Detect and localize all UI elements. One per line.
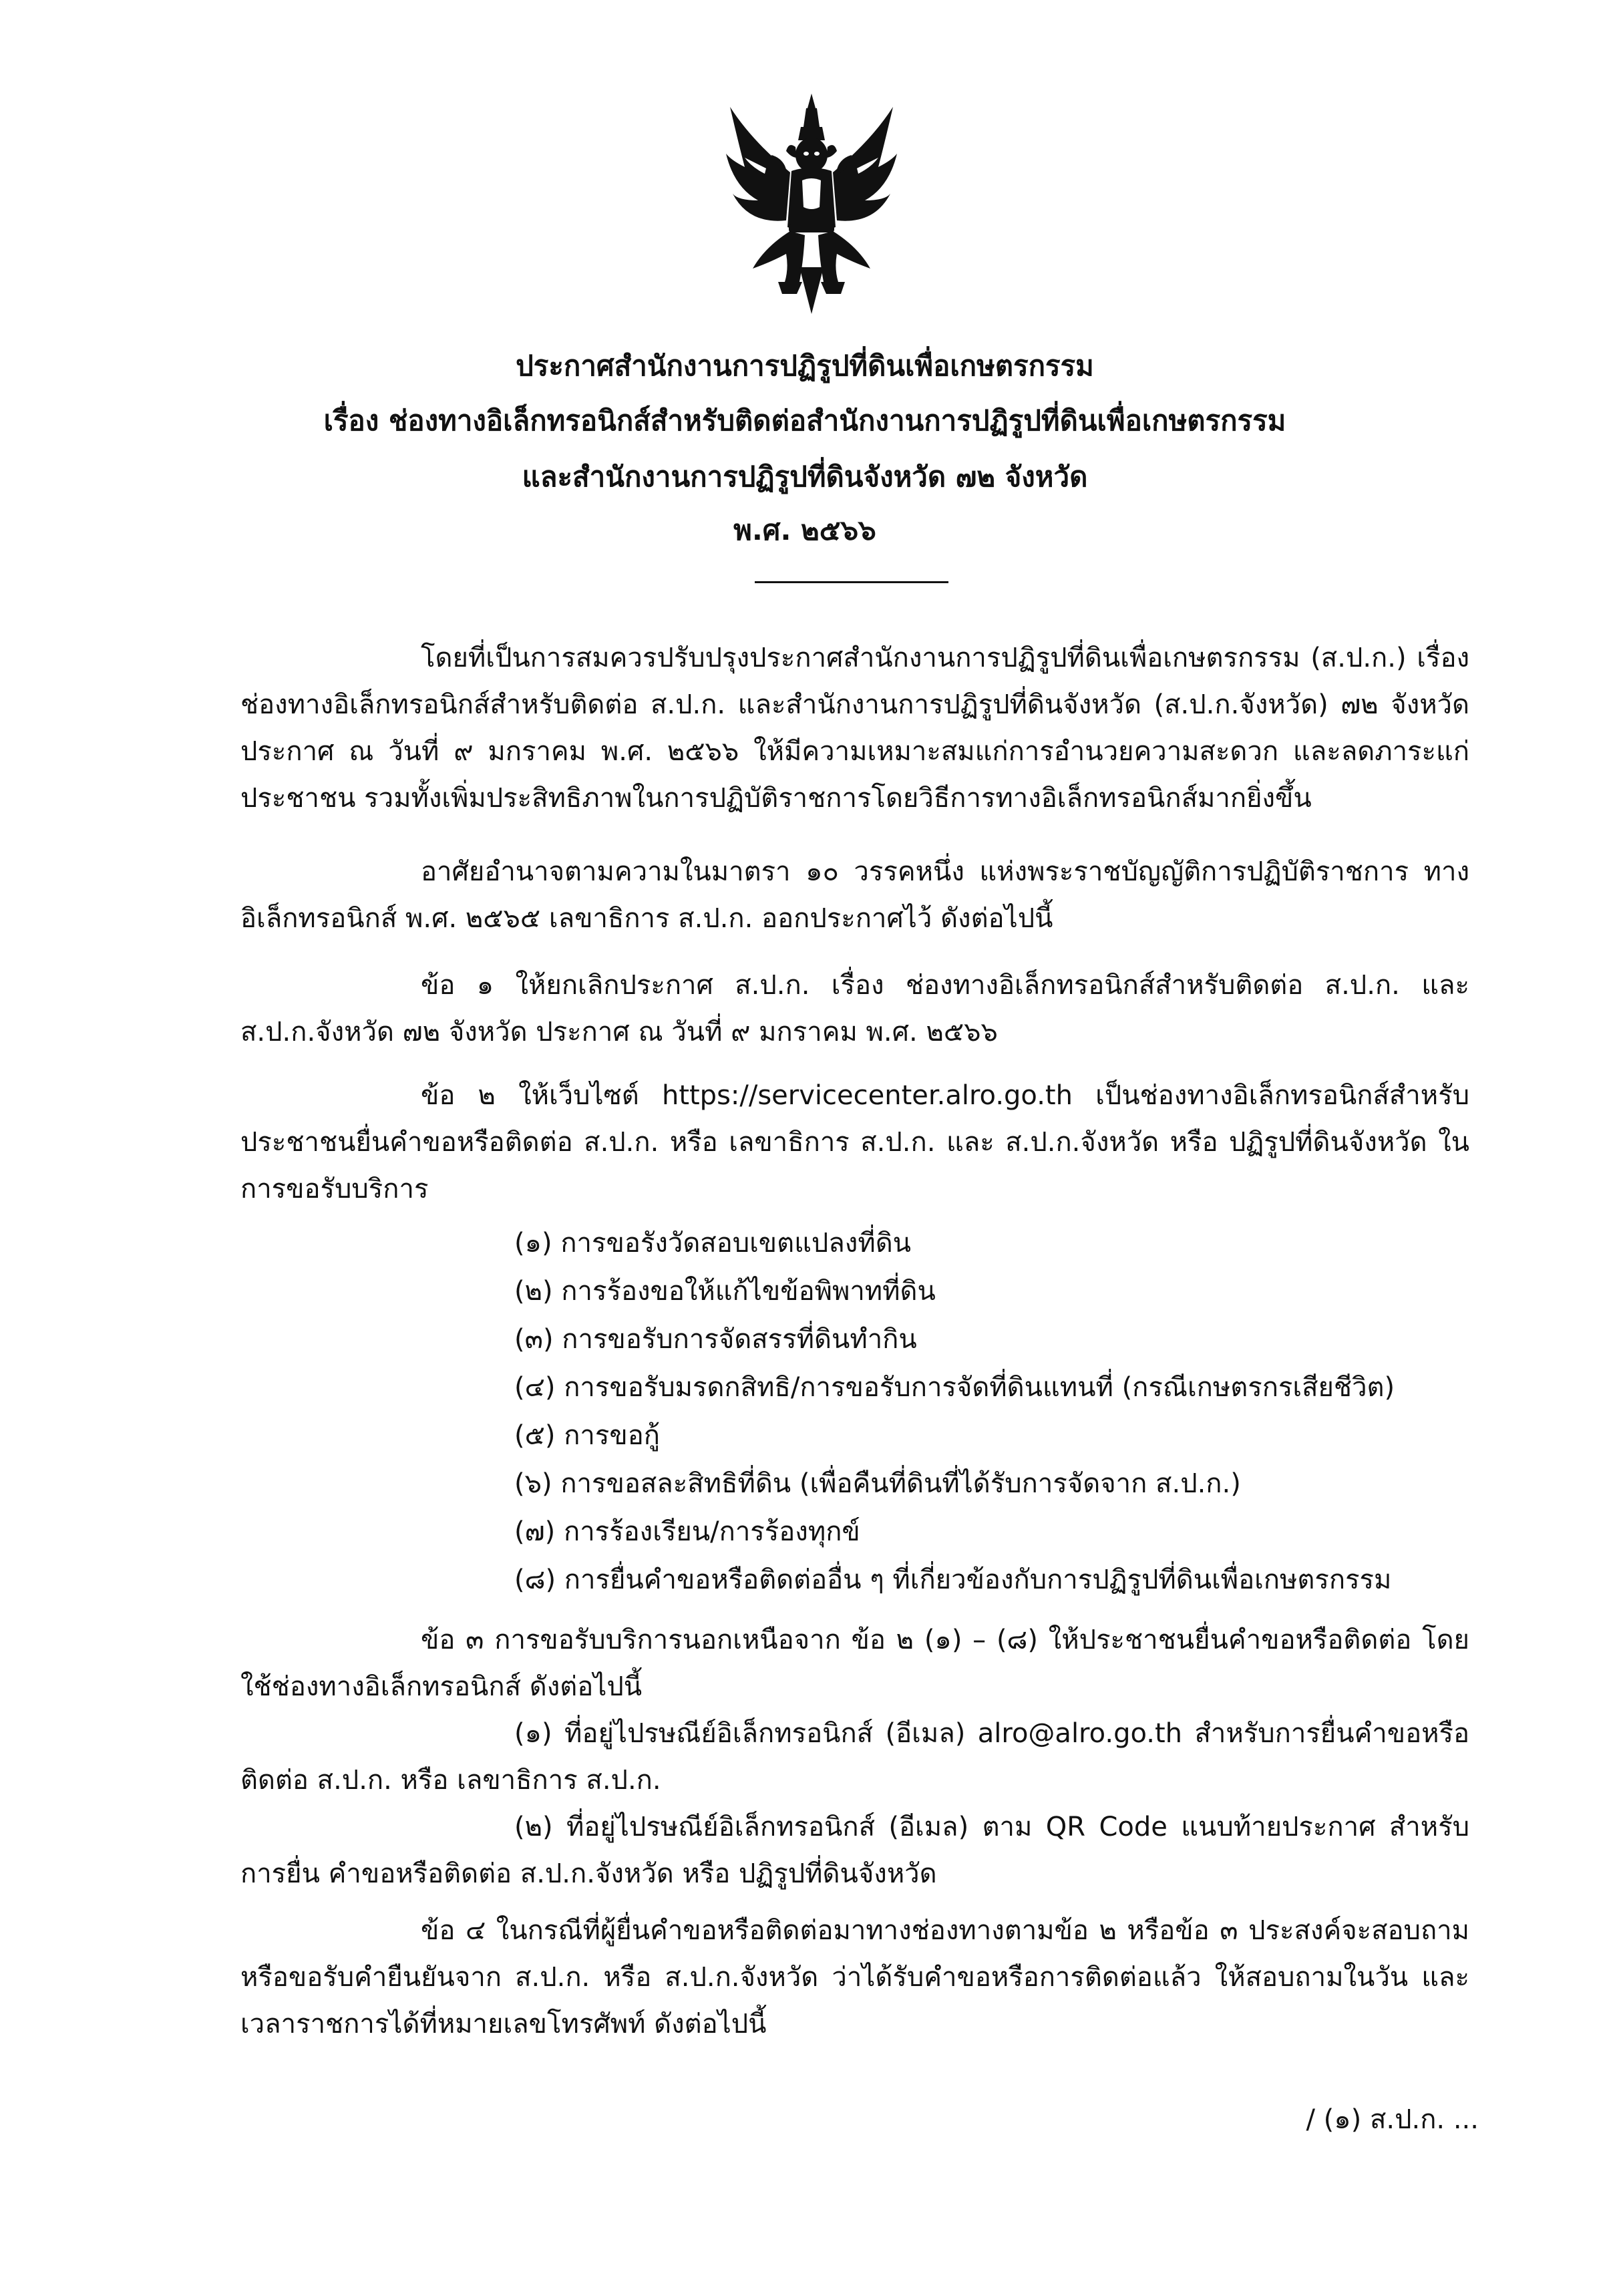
heading-divider xyxy=(755,581,948,583)
channel-item-text: (๒) ที่อยู่ไปรษณีย์อิเล็กทรอนิกส์ (อีเมล) ตาม QR Code แนบท้ายประกาศ สำหรับการยื่น คำขอหรือติดต่อ ส.ป.ก.จังหวัด หรือ ปฏิรูปที่ดินจังหวัด xyxy=(240,1812,1469,1889)
announcement-title: ประกาศสำนักงานการปฏิรูปที่ดินเพื่อเกษตรกรรม xyxy=(516,349,1094,382)
preamble-text: โดยที่เป็นการสมควรปรับปรุงประกาศสำนักงานการปฏิรูปที่ดินเพื่อเกษตรกรรม (ส.ป.ก.) เรื่อง ช่องทางอิเล็กทรอนิกส์สำหรับติดต่อ ส.ป.ก. และสำนักงานการปฏิรูปที่ดินจังหวัด (ส.ป.ก.จังหวัด) ๗๒ จังหวัด ประกาศ ณ วันที่ ๙ มกราคม พ.ศ. ๒๕๖๖ ให้มีความเหมาะสมแก่การอำนวยความสะดวก และลดภาระแก่ประชาชน รวมทั้งเพิ่มประสิทธิภาพในการปฏิบัติราชการโดยวิธีการทางอิเล็กทรอนิกส์มากยิ่งขึ้น xyxy=(240,643,1469,814)
channel-item xyxy=(240,1804,1469,1897)
authority-text: อาศัยอำนาจตามความในมาตรา ๑๐ วรรคหนึ่ง แห่งพระราชบัญญัติการปฏิบัติราชการ ทางอิเล็กทรอนิกส์ พ.ศ. ๒๕๖๕ เลขาธิการ ส.ป.ก. ออกประกาศไว้ ดังต่อไปนี้ xyxy=(240,856,1469,934)
service-item: (๖) การขอสละสิทธิที่ดิน (เพื่อคืนที่ดินที่ได้รับการจัดจาก ส.ป.ก.) xyxy=(514,1468,1241,1499)
clause-1-text: ข้อ ๑ ให้ยกเลิกประกาศ ส.ป.ก. เรื่อง ช่องทางอิเล็กทรอนิกส์สำหรับติดต่อ ส.ป.ก. และ ส.ป.ก.จังหวัด ๗๒ จังหวัด ประกาศ ณ วันที่ ๙ มกราคม พ.ศ. ๒๕๖๖ xyxy=(240,970,1469,1047)
service-item: (๑) การขอรังวัดสอบเขตแปลงที่ดิน xyxy=(514,1228,912,1259)
service-item: (๗) การร้องเรียน/การร้องทุกข์ xyxy=(514,1516,860,1547)
clause-2 xyxy=(240,1072,1469,1212)
authority-paragraph xyxy=(240,848,1469,942)
announcement-subject-line2: และสำนักงานการปฏิรูปที่ดินจังหวัด ๗๒ จังหวัด xyxy=(522,460,1088,493)
clause-2-text: ข้อ ๒ ให้เว็บไซต์ https://servicecenter.alro.go.th เป็นช่องทางอิเล็กทรอนิกส์สำหรับ ประชาชนยื่นคำขอหรือติดต่อ ส.ป.ก. หรือ เลขาธิการ ส.ป.ก. และ ส.ป.ก.จังหวัด หรือ ปฏิรูปที่ดินจังหวัด ในการขอรับบริการ xyxy=(240,1080,1469,1204)
clause-4 xyxy=(240,1907,1469,2047)
clause-1 xyxy=(240,962,1469,1055)
channel-item xyxy=(240,1710,1469,1804)
clause-3 xyxy=(240,1617,1469,1710)
page-continuation: / (๑) ส.ป.ก. ... xyxy=(1306,2104,1479,2135)
service-item: (๔) การขอรับมรดกสิทธิ/การขอรับการจัดที่ดินแทนที่ (กรณีเกษตรกรเสียชีวิต) xyxy=(514,1372,1395,1403)
clause-4-text: ข้อ ๔ ในกรณีที่ผู้ยื่นคำขอหรือติดต่อมาทางช่องทางตามข้อ ๒ หรือข้อ ๓ ประสงค์จะสอบถาม หรือขอรับคำยืนยันจาก ส.ป.ก. หรือ ส.ป.ก.จังหวัด ว่าได้รับคำขอหรือการติดต่อแล้ว ให้สอบถามในวัน และเวลาราชการได้ที่หมายเลขโทรศัพท์ ดังต่อไปนี้ xyxy=(240,1915,1469,2039)
service-item: (๘) การยื่นคำขอหรือติดต่ออื่น ๆ ที่เกี่ยวข้องกับการปฏิรูปที่ดินเพื่อเกษตรกรรม xyxy=(514,1565,1392,1595)
service-item: (๒) การร้องขอให้แก้ไขข้อพิพาทที่ดิน xyxy=(514,1276,936,1307)
announcement-year: พ.ศ. ๒๕๖๖ xyxy=(733,514,876,546)
service-item: (๓) การขอรับการจัดสรรที่ดินทำกิน xyxy=(514,1324,917,1355)
preamble-paragraph xyxy=(240,635,1469,822)
service-item: (๕) การขอกู้ xyxy=(514,1420,660,1451)
garuda-emblem-icon xyxy=(725,94,898,314)
clause-3-text: ข้อ ๓ การขอรับบริการนอกเหนือจาก ข้อ ๒ (๑) – (๘) ให้ประชาชนยื่นคำขอหรือติดต่อ โดยใช้ช่องทางอิเล็กทรอนิกส์ ดังต่อไปนี้ xyxy=(240,1625,1469,1702)
announcement-subject: เรื่อง ช่องทางอิเล็กทรอนิกส์สำหรับติดต่อสำนักงานการปฏิรูปที่ดินเพื่อเกษตรกรรม xyxy=(323,404,1286,437)
channel-item-text: (๑) ที่อยู่ไปรษณีย์อิเล็กทรอนิกส์ (อีเมล) alro@alro.go.th สำหรับการยื่นคำขอหรือ ติดต่อ ส.ป.ก. หรือ เลขาธิการ ส.ป.ก. xyxy=(240,1718,1469,1796)
